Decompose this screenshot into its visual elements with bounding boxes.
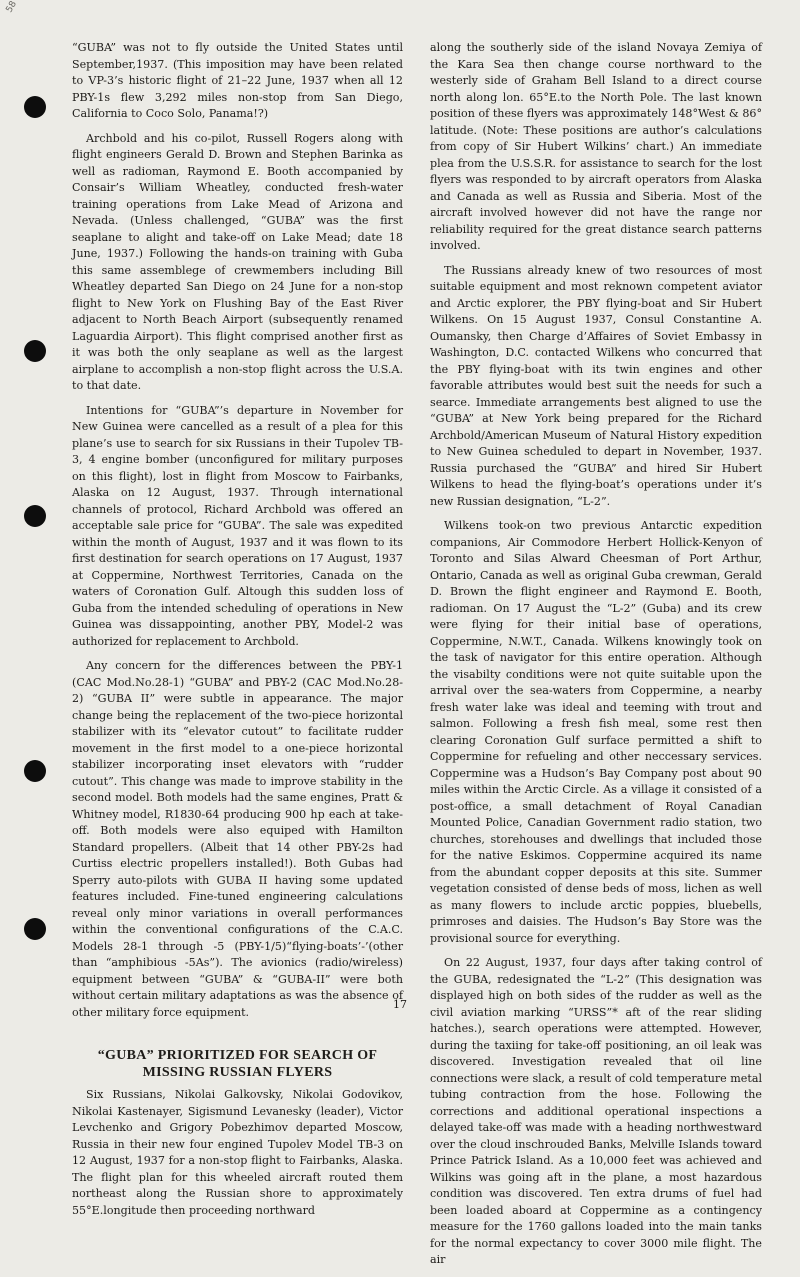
left-column <box>72 40 403 1227</box>
body-paragraph: along the southerly side of the island Novaya Zemiya of the Kara Sea then change course northward to the westerly side of Graham Bell Island to a direct course north along lon. 65°E.to the North Pole. The last known position of these flyers was approximately 148°West & 86° latitude. (Note: These positions are author’s calculations from copy of Sir Hubert Wilkins’ chart.) An immediate plea from the U.S.S.R. for assistance to search for the lost flyers was responded to by aircraft operators from Alaska and Canada as well as Russia and Siberia. Most of the aircraft involved however did not have the range nor reliability required for the great distance search patterns involved. <box>430 41 762 252</box>
body-paragraph: On 22 August, 1937, four days after taking control of the GUBA, redesignated the “L-2” (This designation was displayed high on both sides of the rudder as well as the civil aviation marking “URSS”* aft of the rear sliding hatches.), search operations were attempted. However, during the taxiing for take-off positioning, an oil leak was discovered. Investigation revealed that oil line connections were slack, a result of cold temperature metal tubing contraction from the hose. Following the corrections and additional operational inspections a delayed take-off was made with a heading northwestward over the cloud inschrouded Banks, Melville Islands toward Prince Patrick Island. As a 10,000 feet was achieved and Wilkins was going aft in the plane, a most hazardous condition was discovered. Ten extra drums of fuel had been loaded aboard at Coppermine as a contingency measure for the 1760 gallons loaded into the main tanks for the normal expectancy to cover 3000 mile flight. The air <box>430 956 762 1266</box>
section-heading <box>72 1047 403 1081</box>
binder-hole <box>24 760 46 782</box>
section-heading-line: MISSING RUSSIAN FLYERS <box>142 1065 333 1080</box>
body-paragraph: Any concern for the differences between the PBY-1 (CAC Mod.No.28-1) “GUBA” and PBY-2 (CAC Mod.No.28-2) “GUBA II” were subtle in appearance. The major change being the replacement of the two-piece horizontal stabilizer with its “elevator cutout” to facilitate rudder movement in the first model to a one-piece horizontal stabilizer incorporating inset elevators with “rudder cutout”. This change was made to improve stability in the second model. Both models had the same engines, Pratt & Whitney model, R1830-64 producing 900 hp each at take-off. Both models were also equiped with Hamilton Standard propellers. (Albeit that 14 other PBY-2s had Curtiss electric propellers installed!). Both Gubas had Sperry auto-pilots with GUBA II having some updated features included. Fine-tuned engineering calculations reveal only minor variations in overall performances within the conventional configurations of the C.A.C. Models 28-1 through -5 (PBY-1/5)“flying-boats’-’(other than “amphibious -5As”). The avionics (radio/wireless) equipment between “GUBA” & “GUBA-II” were both without certain military adaptations as was the absence of other military force equipment. <box>72 659 403 1019</box>
corner-page-mark: 58 <box>4 0 19 15</box>
binder-hole <box>24 340 46 362</box>
binder-hole <box>24 918 46 940</box>
body-paragraph: Wilkens took-on two previous Antarctic expedition companions, Air Commodore Herbert Hollick-Kenyon of Toronto and Silas Alward Cheesman of Port Arthur, Ontario, Canada as well as original Guba crewman, Gerald D. Brown the flight engineer and Raymond E. Booth, radioman. On 17 August the “L-2” (Guba) and its crew were flying for their initial base of operations, Coppermine, N.W.T., Canada. Wilkens knowingly took on the task of navigator for this entire operation. Although the visabilty conditions were not quite suitable upon the arrival over the sea-waters from Coppermine, a nearby fresh water lake was ideal and teeming with trout and salmon. Following a fresh fish meal, some rest then clearing Coronation Gulf surface permitted a shift to Coppermine for refueling and other neccessary services. Coppermine was a Hudson’s Bay Company post about 90 miles within the Arctic Circle. As a village it consisted of a post-office, a small detachment of Royal Canadian Mounted Police, Canadian Government radio station, two churches, storehouses and dwellings that included those for the native Eskimos. Coppermine acquired its name from the abundant copper deposits at this site. Summer vegetation consisted of dense beds of moss, lichen as well as many flowers to include arctic poppies, bluebells, primroses and daisies. The Hudson’s Bay Store was the provisional source for everything. <box>430 519 762 945</box>
body-paragraph: “GUBA” was not to fly outside the United States until September,1937. (This imposition may have been related to VP-3’s historic flight of 21–22 June, 1937 when all 12 PBY-1s flew 3,292 miles non-stop from San Diego, California to Coco Solo, Panama!?) <box>72 41 403 120</box>
right-column <box>430 40 762 1277</box>
body-paragraph: Six Russians, Nikolai Galkovsky, Nikolai Godovikov, Nikolai Kastenayer, Sigismund Levanesky (leader), Victor Levchenko and Grigory Pobezhimov departed Moscow, Russia in their new four engined Tupolev Model TB-3 on 12 August, 1937 for a non-stop flight to Fairbanks, Alaska. The flight plan for this wheeled aircraft routed them northeast along the Russian shore to approximately 55°E.longitude then proceeding northward <box>72 1088 403 1217</box>
binder-hole <box>24 96 46 118</box>
body-paragraph: Intentions for “GUBA”’s departure in November for New Guinea were cancelled as a result of a plea for this plane’s use to search for six Russians in their Tupolev TB-3, 4 engine bomber (unconfigured for military purposes on this flight), lost in flight from Moscow to Fairbanks, Alaska on 12 August, 1937. Through international channels of protocol, Richard Archbold was offered an acceptable sale price for “GUBA”. The sale was expedited within the month of August, 1937 and it was flown to its first destination for search operations on 17 August, 1937 at Coppermine, Northwest Territories, Canada on the waters of Coronation Gulf. Altough this sudden loss of Guba from the intended scheduling of operations in New Guinea was dissappointing, another PBY, Model-2 was authorized for replacement to Archbold. <box>72 403 403 648</box>
body-paragraph: The Russians already knew of two resources of most suitable equipment and most reknown competent aviator and Arctic explorer, the PBY flying-boat and Sir Hubert Wilkens. On 15 August 1937, Consul Constantine A. Oumansky, then Charge d’Affaires of Soviet Embassy in Washington, D.C. contacted Wilkens who concurred that the PBY flying-boat with its twin engines and other favorable attributes would best suit the needs for such a searce. Immediate arrangements best aligned to use the “GUBA” at New York being prepared for the Richard Archbold/American Museum of Natural History expedition to New Guinea scheduled to depart in November, 1937. Russia purchased the “GUBA” and hired Sir Hubert Wilkens to head the flying-boat’s operations under it’s new Russian designation, “L-2”. <box>430 263 762 508</box>
section-heading-line: “GUBA” PRIORITIZED FOR SEARCH OF <box>97 1048 378 1063</box>
page-number: 17 <box>393 998 407 1011</box>
body-paragraph: Archbold and his co-pilot, Russell Rogers along with flight engineers Gerald D. Brown and Stephen Barinka as well as radioman, Raymond E. Booth accompanied by Consair’s William Wheatley, conducted fresh-water training operations from Lake Mead of Arizona and Nevada. (Unless challenged, “GUBA” was the first seaplane to alight and take-off on Lake Mead; date 18 June, 1937.) Following the hands-on training with Guba this same assemblege of crewmembers including Bill Wheatley departed San Diego on 24 June for a non-stop flight to New York on Flushing Bay of the East River adjacent to North Beach Airport (subsequently renamed Laguardia Airport). This flight comprised another first as it was both the only seaplane as well as the largest airplane to accomplish a non-stop flight across the U.S.A. to that date. <box>72 131 403 392</box>
binder-hole <box>24 505 46 527</box>
